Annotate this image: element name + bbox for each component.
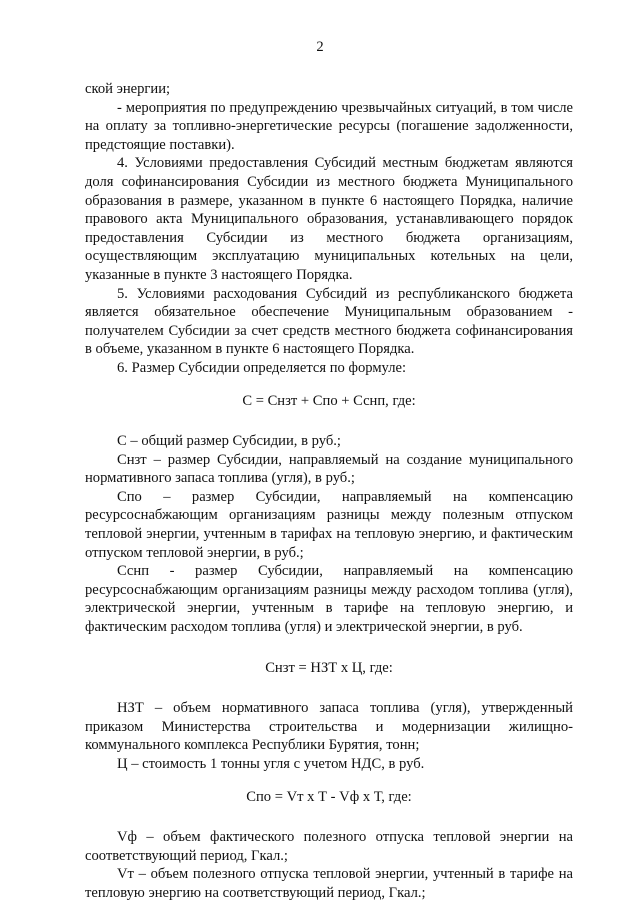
paragraph-clause-5: 5. Условиями расходования Субсидий из республиканского бюджета является обязательное обеспечение Муниципальным образованием - получателем Субсидии за счет средств местного бюджета софинансирования в объеме, указанном в пункте 6 настоящего Порядка. <box>85 285 573 358</box>
definition-ssnp: Сснп - размер Субсидии, направляемый на компенсацию ресурсоснабжающим организациям разницы между расходом топлива (угля), электрической энергии, учтенным в тарифе на тепловую энергию, и фактическим расходом топлива (угля) и электрической энергии, в руб. <box>85 563 573 636</box>
definition-ts: Ц – стоимость 1 тонны угля с учетом НДС, в руб. <box>117 756 425 772</box>
formula-total-subsidy: С = Снзт + Спо + Сснп, где: <box>242 392 416 409</box>
document-body <box>85 80 573 903</box>
paragraph-clause-6: 6. Размер Субсидии определяется по формуле: <box>117 359 407 376</box>
definition-spo: Спо – размер Субсидии, направляемый на компенсацию ресурсоснабжающим организациям разницы между полезным отпуском тепловой энергии, учтенным в тарифах на тепловую энергию, и фактическим отпуском тепловой энергии, в руб.; <box>85 488 573 561</box>
paragraph-emergency-measures: - мероприятия по предупреждению чрезвычайных ситуаций, в том числе на оплату за топливно-энергетические ресурсы (погашение задолженности, предстоящие поставки). <box>85 99 573 153</box>
definition-vt: Vт – объем полезного отпуска тепловой энергии, учтенный в тарифе на тепловую энергию на соответствующий период, Гкал.; <box>85 866 573 901</box>
definition-vf: Vф – объем фактического полезного отпуска тепловой энергии на соответствующий период, Гкал.; <box>85 829 573 864</box>
formula-snzt: Снзт = НЗТ х Ц, где: <box>265 659 393 676</box>
definition-nzt: НЗТ – объем нормативного запаса топлива (угля), утвержденный приказом Министерства строительства и модернизации жилищно-коммунального комплекса Республики Бурятия, тонн; <box>85 700 573 754</box>
formula-spo: Спо = Vт х Т - Vф х Т, где: <box>246 788 412 805</box>
definition-c: С – общий размер Субсидии, в руб.; <box>117 433 341 450</box>
paragraph-clause-4: 4. Условиями предоставления Субсидий местным бюджетам являются доля софинансирования Субсидии из местного бюджета Муниципального образования в размере, указанном в пункте 6 настоящего Порядка, наличие правового акта Муниципального образования, устанавливающего порядок предоставления Субсидии из местного бюджета организациям, осуществляющим эксплуатацию муниципальных котельных на цели, указанные в пункте 3 настоящего Порядка. <box>85 155 573 283</box>
definition-snzt: Снзт – размер Субсидии, направляемый на создание муниципального нормативного запаса топлива (угля), в руб.; <box>85 451 573 487</box>
page-number: 2 <box>316 39 324 55</box>
paragraph-continuation: ской энергии; <box>85 81 171 97</box>
